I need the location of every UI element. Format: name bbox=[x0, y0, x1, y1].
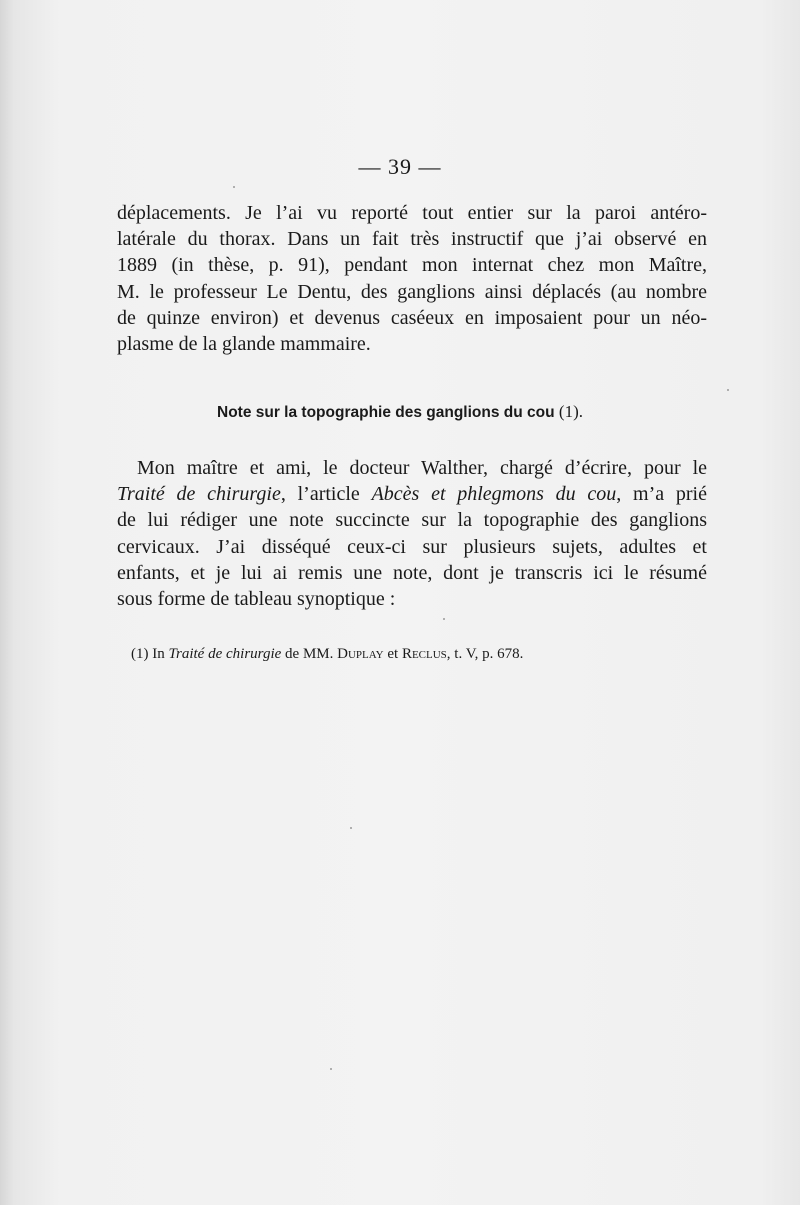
footnote-book-title: Traité de chirurgie bbox=[168, 646, 282, 662]
text-line: de quinze environ) et devenus caséeux en imposaient pour un néo- bbox=[117, 306, 707, 329]
text-line: enfants, et je lui ai remis une note, dont je transcris ici le résumé bbox=[117, 561, 707, 584]
text-line: M. le professeur Le Dentu, des ganglions ainsi déplacés (au nombre bbox=[117, 280, 707, 303]
paper-speck bbox=[233, 186, 235, 188]
paper-speck bbox=[727, 389, 729, 391]
text-fragment: , l’article bbox=[280, 483, 372, 506]
text-line: déplacements. Je l’ai vu reporté tout entier sur la paroi antéro- bbox=[117, 202, 707, 224]
footnote-reference: (1). bbox=[558, 402, 583, 421]
text-line: de lui rédiger une note succincte sur la topographie des ganglions bbox=[117, 509, 707, 532]
text-fragment: , m’a prié bbox=[616, 483, 707, 506]
text-line-with-titles bbox=[117, 481, 707, 507]
text-line: latérale du thorax. Dans un fait très instructif que j’ai observé en bbox=[117, 228, 707, 251]
paragraph-note bbox=[117, 455, 707, 612]
paper-speck bbox=[330, 1068, 332, 1070]
footnote-prefix: (1) In bbox=[131, 646, 169, 662]
footnote bbox=[131, 646, 691, 663]
paper-speck bbox=[350, 827, 352, 829]
paper-speck bbox=[443, 618, 445, 620]
section-heading bbox=[0, 402, 800, 422]
footnote-text: et bbox=[383, 646, 402, 662]
footnote-suffix: , t. V, p. 678. bbox=[446, 646, 524, 662]
text-line: sous forme de tableau synoptique : bbox=[117, 588, 396, 611]
text-line: plasme de la glande mammaire. bbox=[117, 333, 371, 356]
footnote-author: Reclus bbox=[401, 646, 447, 662]
book-title: Traité de chirurgie bbox=[117, 483, 281, 506]
text-line: Mon maître et ami, le docteur Walther, chargé d’écrire, pour le bbox=[137, 457, 707, 479]
paragraph-continuation bbox=[117, 200, 707, 357]
page-number: — 39 — bbox=[358, 154, 442, 179]
footnote-author: Duplay bbox=[337, 646, 384, 662]
text-line: cervicaux. J’ai disséqué ceux-ci sur plusieurs sujets, adultes et bbox=[117, 535, 707, 558]
footnote-text: de MM. bbox=[281, 646, 338, 662]
text-line: 1889 (in thèse, p. 91), pendant mon internat chez mon Maître, bbox=[117, 254, 707, 277]
section-heading-text: Note sur la topographie des ganglions du cou bbox=[217, 404, 555, 421]
article-title: Abcès et phlegmons du cou bbox=[371, 483, 617, 506]
